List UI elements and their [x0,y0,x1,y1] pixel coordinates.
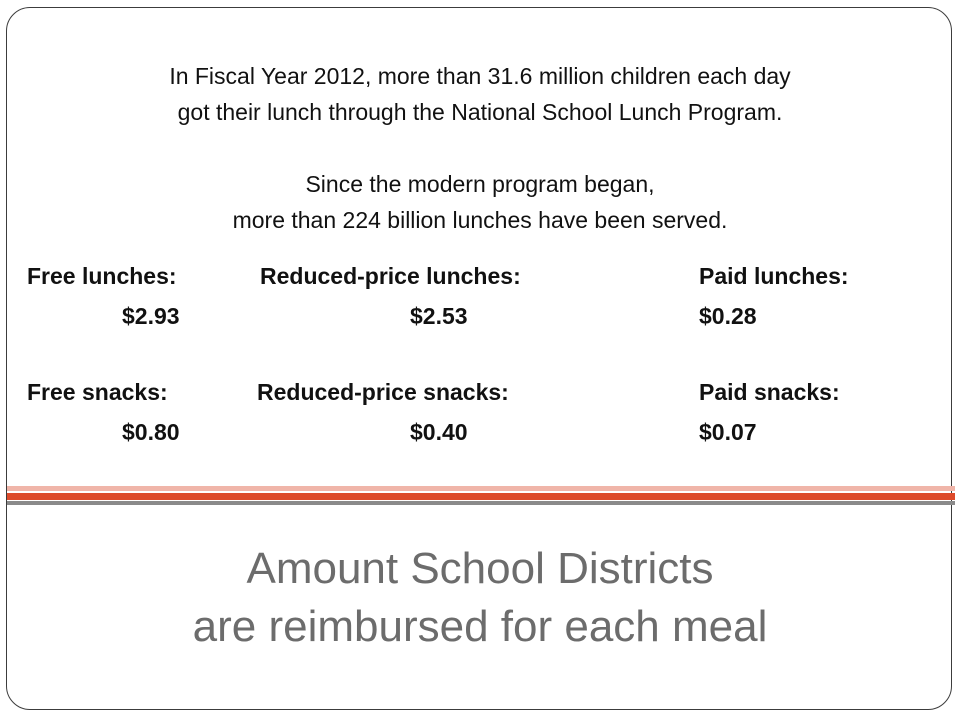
intro-statistics [0,58,960,130]
divider-accent-stripe [7,493,955,500]
intro-line-1: In Fiscal Year 2012, more than 31.6 million children each day [169,63,791,89]
reduced-snacks-label: Reduced-price snacks: [257,379,509,405]
paid-lunches-value: $0.28 [699,303,757,329]
intro-line-4: more than 224 billion lunches have been served. [232,207,728,233]
paid-lunches-label: Paid lunches: [699,263,849,289]
divider-light-stripe [7,486,955,491]
paid-snacks-value: $0.07 [699,419,757,445]
free-lunches-label: Free lunches: [27,263,177,289]
free-snacks-label: Free snacks: [27,379,168,405]
reduced-lunches-label: Reduced-price lunches: [260,263,521,289]
slide-title [0,540,960,656]
intro-history [0,166,960,238]
paid-snacks-label: Paid snacks: [699,379,840,405]
reduced-lunches-value: $2.53 [410,303,468,329]
slide-title-line-1: Amount School Districts [246,544,714,593]
reduced-snacks-value: $0.40 [410,419,468,445]
intro-line-2: got their lunch through the National School Lunch Program. [177,99,783,125]
intro-line-3: Since the modern program began, [305,171,655,197]
divider-gray-stripe [7,501,955,505]
slide-title-line-2: are reimbursed for each meal [192,602,768,651]
free-lunches-value: $2.93 [122,303,180,329]
free-snacks-value: $0.80 [122,419,180,445]
